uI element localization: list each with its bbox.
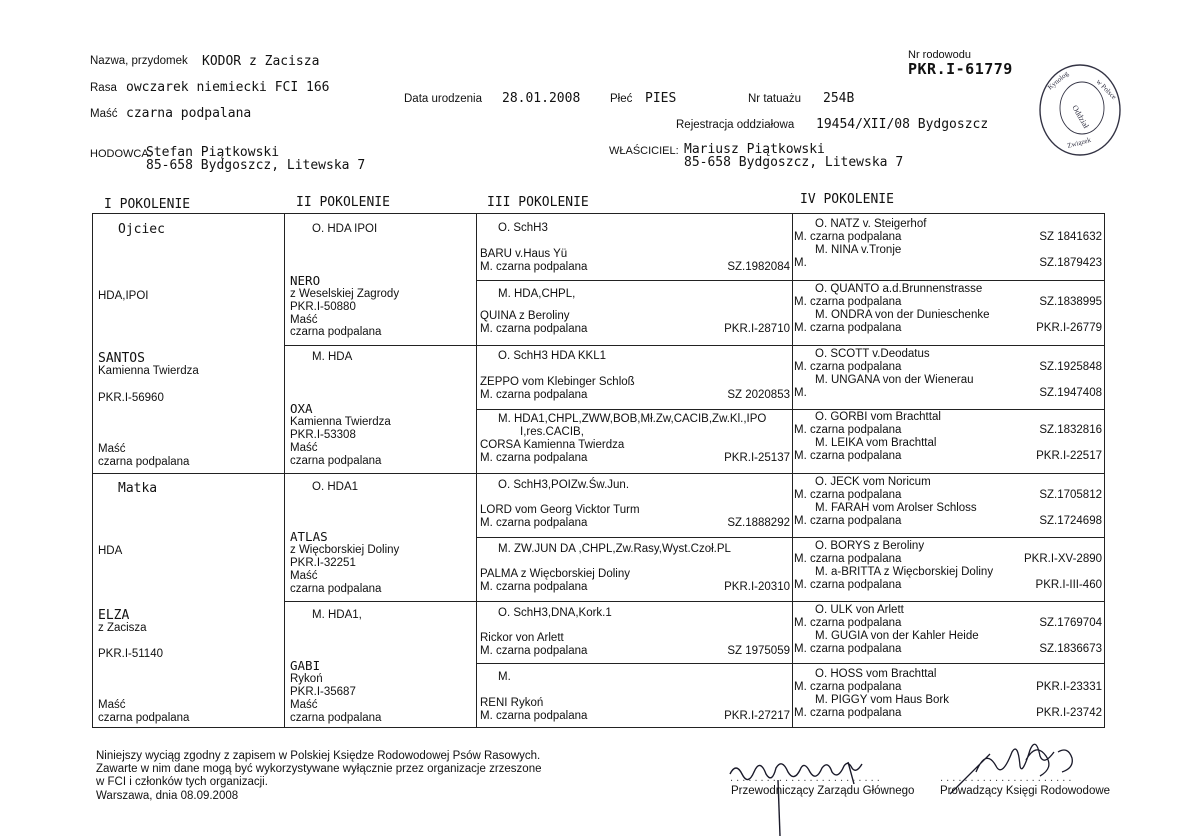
breeder-address: 85-658 Bydgoszcz, Litewska 7 [146,158,366,173]
breed-value: owczarek niemiecki FCI 166 [126,80,330,95]
birth-label: Data urodzenia [404,93,482,105]
owner-address: 85-658 Bydgoszcz, Litewska 7 [684,155,904,170]
gen3-titles: O. SchH3 [498,222,548,234]
pedigree-label: Nr rodowodu [908,49,971,61]
gen3-reg: SZ.1982084 [727,261,790,273]
father-color: czarna podpalana [98,456,190,468]
gen4-dam-color: M. czarna podpalana [794,579,902,591]
svg-text:w Polsce: w Polsce [1094,77,1118,102]
gen3-name: CORSA Kamienna Twierdza [480,439,625,451]
gen2-reg: PKR.I-32251 [290,557,356,569]
gen4-sire-reg: SZ.1832816 [1039,424,1102,436]
gen4-dam-color: M. czarna podpalana [794,450,902,462]
gen4-sire-color: M. czarna podpalana [794,489,902,501]
gen2-color: czarna podpalana [290,455,382,467]
mother-label: Matka [118,481,158,496]
breed-label: Rasa [90,82,117,94]
gen4-dam: M. ONDRA von der Dunieschenke [815,309,990,321]
official-stamp [1038,62,1122,158]
sex-value: PIES [645,91,677,106]
gen2-reg: PKR.I-35687 [290,686,356,698]
gen3-titles: M. HDA,CHPL, [498,288,576,300]
gen4-dam-color: M. czarna podpalana [794,322,902,334]
gen2-name: GABI [290,658,321,673]
svg-text:Oddział: Oddział [1070,103,1091,130]
mother-reg: PKR.I-51140 [98,648,163,660]
gen3-color: M. czarna podpalana [480,323,588,335]
mother-titles: HDA [98,545,123,557]
gen3-name: LORD vom Georg Vicktor Turm [480,504,640,516]
father-titles: HDA,IPOI [98,290,149,302]
gen4-dam: M. PIGGY vom Haus Bork [815,694,949,706]
gen3-color: M. czarna podpalana [480,645,588,657]
gen4-sire-color: M. czarna podpalana [794,617,902,629]
gen3-color: M. czarna podpalana [480,710,588,722]
father-label: Ojciec [118,222,165,237]
gen4-dam-color: M. [794,257,807,269]
color-label: Maść [90,108,118,120]
gen3-name: PALMA z Więcborskiej Doliny [480,568,630,580]
father-kennel: Kamienna Twierdza [98,365,199,377]
generation-header-2: II POKOLENIE [296,195,390,210]
svg-text:Związek: Związek [1066,135,1092,150]
sex-label: Płeć [610,93,633,105]
gen2-reg: PKR.I-53308 [290,429,356,441]
gen3-color: M. czarna podpalana [480,452,588,464]
gen4-dam: M. LEIKA vom Brachttal [815,437,937,449]
gen2-color: czarna podpalana [290,326,382,338]
gen4-dam: M. GUGIA von der Kahler Heide [815,630,979,642]
keeper-dots: . . . . . . . . . . . . . . . . . . . . . . [940,772,1072,784]
gen4-dam-reg: SZ.1879423 [1039,257,1102,269]
owner-name: Mariusz Piątkowski [684,142,825,157]
gen4-sire-reg: PKR.I-XV-2890 [1024,553,1102,565]
gen4-sire-color: M. czarna podpalana [794,424,902,436]
gen4-sire-color: M. czarna podpalana [794,681,902,693]
chairman-dots: . . . . . . . . . . . . . . . . . . . . . . . . . [730,772,880,784]
gen2-kennel: z Weselskiej Zagrody [290,288,400,300]
owner-label: WŁAŚCICIEL: [609,145,679,157]
gen4-sire-color: M. czarna podpalana [794,231,902,243]
gen2-color-label: Maść [290,442,318,454]
gen4-sire-color: M. czarna podpalana [794,296,902,308]
pedigree-value: PKR.I-61779 [908,60,1013,78]
gen4-dam-color: M. czarna podpalana [794,643,902,655]
gen4-sire-reg: SZ.1769704 [1039,617,1102,629]
footer-line-1: Niniejszy wyciąg zgodny z zapisem w Polskiej Księdze Rodowodowej Psów Rasowych. [96,750,541,762]
gen2-color-label: Maść [290,699,318,711]
gen3-reg: SZ 2020853 [727,389,790,401]
gen3-titles: O. SchH3,DNA,Kork.1 [498,607,612,619]
footer-line-3: w FCI i członków tych organizacji. [96,776,268,788]
gen4-sire-reg: SZ.1925848 [1039,361,1102,373]
gen3-titles: M. [498,671,511,683]
gen3-titles-cont: I,res.CACIB, [520,426,584,438]
gen4-dam-color: M. [794,387,807,399]
gen2-color: czarna podpalana [290,583,382,595]
gen2-name: ATLAS [290,529,328,544]
gen3-reg: PKR.I-27217 [724,710,790,722]
gen4-sire-reg: SZ.1705812 [1039,489,1102,501]
gen2-reg: PKR.I-50880 [290,301,356,313]
gen4-sire: O. NATZ v. Steigerhof [815,218,927,230]
gen2-kennel: z Więcborskiej Doliny [290,544,400,556]
generation-header-3: III POKOLENIE [487,195,589,210]
gen3-name: ZEPPO vom Klebinger Schloß [480,376,635,388]
gen3-color: M. czarna podpalana [480,517,588,529]
gen4-sire-reg: SZ 1841632 [1039,231,1102,243]
generation-header-1: I POKOLENIE [104,197,191,212]
gen2-titles: M. HDA1, [312,609,362,621]
gen3-titles: M. ZW.JUN DA ,CHPL,Zw.Rasy,Wyst.Czoł.PL [498,543,731,555]
gen4-dam: M. NINA v.Tronje [815,244,902,256]
gen4-sire: O. SCOTT v.Deodatus [815,348,930,360]
gen4-sire-reg: SZ.1838995 [1039,296,1102,308]
gen3-titles: O. SchH3,POIZw.Św.Jun. [498,479,630,491]
father-name: SANTOS [98,351,145,366]
generation-header-4: IV POKOLENIE [800,192,894,207]
gen4-sire: O. JECK vom Noricum [815,476,931,488]
gen4-dam: M. UNGANA von der Wienerau [815,374,974,386]
birth-value: 28.01.2008 [502,91,581,106]
gen4-sire: O. GORBI vom Brachttal [815,411,941,423]
gen2-color-label: Maść [290,314,318,326]
gen4-dam-reg: PKR.I-23742 [1036,707,1102,719]
gen3-color: M. czarna podpalana [480,261,588,273]
gen2-kennel: Rykoń [290,673,323,685]
gen2-name: OXA [290,401,313,416]
gen3-name: BARU v.Haus Yü [480,248,568,260]
registration-label: Rejestracja oddziałowa [676,119,795,131]
gen4-dam: M. FARAH vom Arolser Schloss [815,502,977,514]
gen4-dam-reg: PKR.I-22517 [1036,450,1102,462]
gen2-titles: M. HDA [312,351,353,363]
gen4-dam-reg: SZ.1724698 [1039,515,1102,527]
gen3-reg: SZ 1975059 [727,645,790,657]
mother-color: czarna podpalana [98,712,190,724]
gen3-color: M. czarna podpalana [480,389,588,401]
father-color-label: Maść [98,443,126,455]
gen4-sire-reg: PKR.I-23331 [1036,681,1102,693]
gen4-dam-reg: SZ.1836673 [1039,643,1102,655]
registration-value: 19454/XII/08 Bydgoszcz [816,117,989,132]
mother-color-label: Maść [98,699,126,711]
gen4-sire: O. BORYS z Beroliny [815,540,925,552]
gen4-dam: M. a-BRITTA z Więcborskiej Doliny [815,566,994,578]
tattoo-value: 254B [823,91,855,106]
footer-line-2: Zawarte w nim dane mogą być wykorzystywane wyłącznie przez organizacje zrzeszone [96,763,542,775]
breeder-name: Stefan Piątkowski [146,145,280,160]
gen3-reg: PKR.I-25137 [724,452,790,464]
gen4-sire-color: M. czarna podpalana [794,553,902,565]
gen3-name: Rickor von Arlett [480,632,564,644]
gen4-sire: O. QUANTO a.d.Brunnenstrasse [815,283,983,295]
name-value: KODOR z Zacisza [202,54,320,69]
breeder-label: HODOWCA: [90,148,152,160]
gen2-color-label: Maść [290,570,318,582]
keeper-title: Prowadzący Księgi Rodowodowe [940,785,1111,797]
gen4-dam-reg: SZ.1947408 [1039,387,1102,399]
gen3-titles: M. HDA1,CHPL,ZWW,BOB,Mł.Zw,CACIB,Zw.Kl.,IPO [498,413,767,425]
gen4-dam-color: M. czarna podpalana [794,707,902,719]
mother-name: ELZA [98,608,130,623]
gen3-name: RENI Rykoń [480,697,544,709]
gen4-dam-reg: PKR.I-III-460 [1035,579,1102,591]
father-reg: PKR.I-56960 [98,392,164,404]
gen2-titles: O. HDA1 [312,481,359,493]
gen3-reg: PKR.I-28710 [724,323,790,335]
tattoo-label: Nr tatuażu [748,93,802,105]
gen2-name: NERO [290,273,321,288]
gen3-color: M. czarna podpalana [480,581,588,593]
gen4-dam-reg: PKR.I-26779 [1036,322,1102,334]
gen4-sire: O. HOSS vom Brachttal [815,668,937,680]
gen2-color: czarna podpalana [290,712,382,724]
gen3-reg: SZ.1888292 [727,517,790,529]
gen4-sire: O. ULK von Arlett [815,604,904,616]
color-value: czarna podpalana [126,106,252,121]
gen3-titles: O. SchH3 HDA KKL1 [498,350,607,362]
name-label: Nazwa, przydomek [90,55,188,67]
mother-kennel: z Zacisza [98,622,147,634]
footer-date: Warszawa, dnia 08.09.2008 [96,790,239,802]
svg-text:Kynolog: Kynolog [1046,69,1071,92]
gen2-kennel: Kamienna Twierdza [290,416,391,428]
gen4-dam-color: M. czarna podpalana [794,515,902,527]
gen3-reg: PKR.I-20310 [724,581,790,593]
gen4-sire-color: M. czarna podpalana [794,361,902,373]
gen3-name: QUINA z Beroliny [480,310,570,322]
gen2-titles: O. HDA IPOI [312,223,378,235]
chairman-title: Przewodniczący Zarządu Głównego [731,785,915,797]
